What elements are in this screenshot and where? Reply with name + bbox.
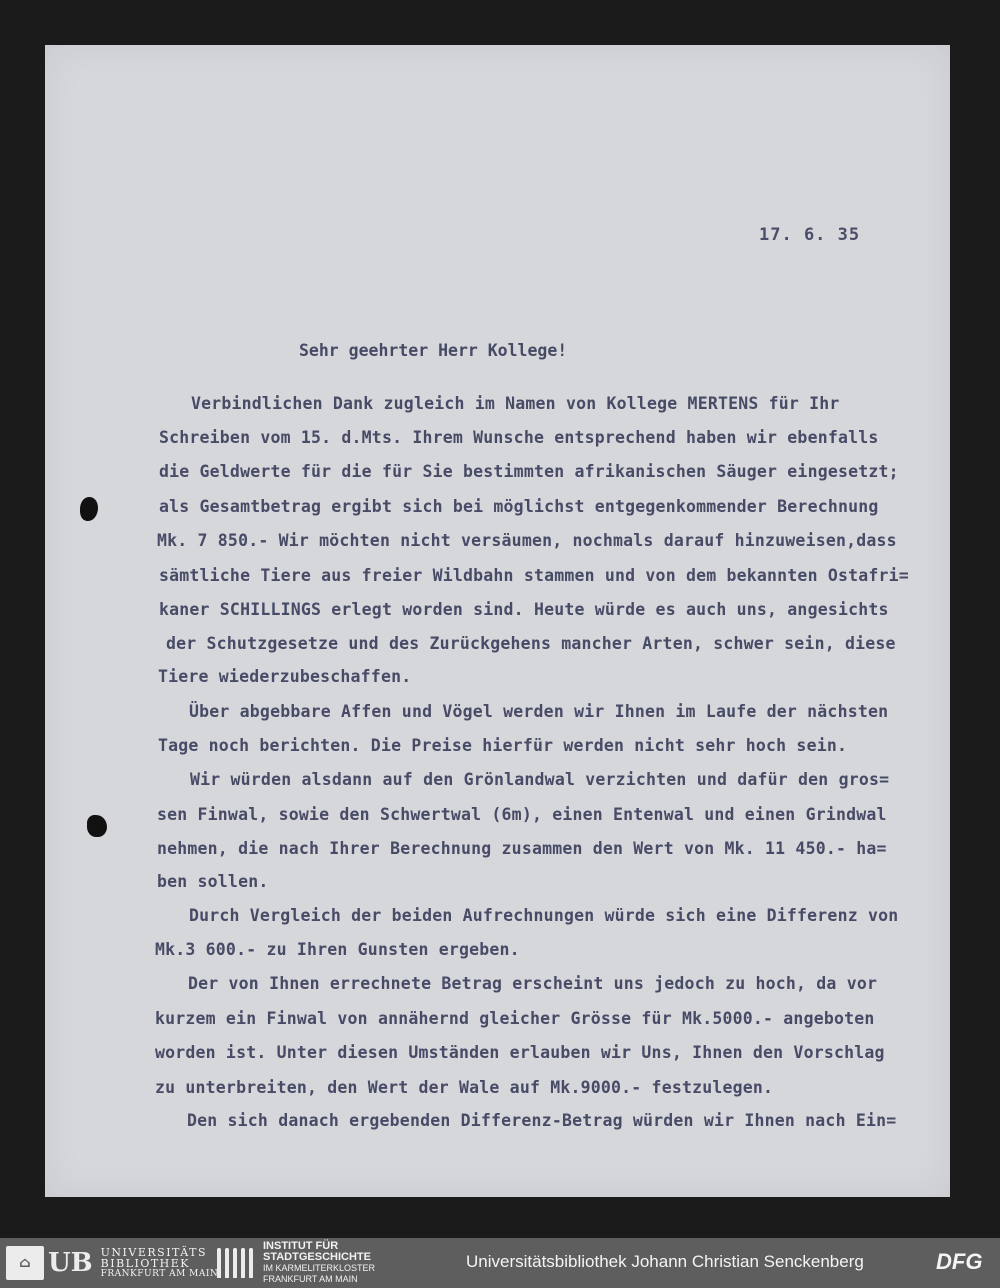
text-line: Tage noch berichten. Die Preise hierfür werden nicht sehr hoch sein. (158, 736, 848, 755)
text-line: sämtliche Tiere aus freier Wildbahn stammen und von dem bekannten Ostafri= (159, 566, 909, 585)
footer-bar (0, 1238, 1000, 1288)
text-line: Verbindlichen Dank zugleich im Namen von Kollege MERTENS für Ihr (191, 394, 840, 413)
text-line: ben sollen. (157, 872, 269, 891)
text-line: Der von Ihnen errechnete Betrag erscheint uns jedoch zu hoch, da vor (188, 974, 878, 993)
text-line: Wir würden alsdann auf den Grönlandwal verzichten und dafür den gros= (190, 770, 890, 789)
text-line: Mk.3 600.- zu Ihren Gunsten ergeben. (155, 940, 520, 959)
ub-line: FRANKFURT AM MAIN (100, 1268, 219, 1279)
letter-date: 17. 6. 35 (759, 225, 861, 245)
dfg-logo[interactable]: DFG (936, 1249, 983, 1274)
text-line: als Gesamtbetrag ergibt sich bei möglichst entgegenkommender Berechnung (159, 497, 879, 516)
text-line: Tiere wiederzubeschaffen. (158, 667, 412, 686)
arches-icon (215, 1246, 255, 1280)
letter-page (45, 45, 950, 1197)
isg-line: STADTGESCHICHTE (263, 1251, 371, 1263)
text-line: Über abgebbare Affen und Vögel werden wir Ihnen im Laufe der nächsten (189, 702, 889, 721)
library-icon: ⌂ (6, 1246, 44, 1280)
letter-body (45, 45, 950, 1197)
ub-logo-text (101, 1247, 219, 1280)
text-line: die Geldwerte für die für Sie bestimmten afrikanischen Säuger eingesetzt; (159, 462, 899, 481)
isg-logo[interactable] (215, 1240, 376, 1284)
isg-line: FRANKFURT AM MAIN (263, 1274, 358, 1284)
text-line: Schreiben vom 15. d.Mts. Ihrem Wunsche entsprechend haben wir ebenfalls (159, 428, 879, 447)
ub-line: UNIVERSITÄTS (100, 1245, 207, 1259)
text-line: zu unterbreiten, den Wert der Wale auf Mk.9000.- festzulegen. (155, 1078, 774, 1097)
isg-line: IM KARMELITERKLOSTER (263, 1263, 376, 1273)
footer-title[interactable]: Universitätsbibliothek Johann Christian Senckenberg (466, 1252, 864, 1271)
text-line: Durch Vergleich der beiden Aufrechnungen würde sich eine Differenz von (189, 906, 899, 925)
salutation: Sehr geehrter Herr Kollege! (299, 341, 568, 360)
text-line: nehmen, die nach Ihrer Berechnung zusammen den Wert von Mk. 11 450.- ha= (157, 839, 887, 858)
isg-line: INSTITUT FÜR (263, 1240, 339, 1252)
text-line: Den sich danach ergebenden Differenz-Betrag würden wir Ihnen nach Ein= (187, 1111, 897, 1130)
text-line: kaner SCHILLINGS erlegt worden sind. Heute würde es auch uns, angesichts (159, 600, 889, 619)
ub-logo[interactable] (6, 1246, 218, 1280)
text-line: kurzem ein Finwal von annähernd gleicher Grösse für Mk.5000.- angeboten (155, 1009, 875, 1028)
ub-letters: UB (48, 1248, 93, 1278)
isg-logo-text (263, 1241, 375, 1285)
text-line: sen Finwal, sowie den Schwertwal (6m), einen Entenwal und einen Grindwal (157, 805, 887, 824)
text-line: worden ist. Unter diesen Umständen erlauben wir Uns, Ihnen den Vorschlag (155, 1043, 885, 1062)
text-line: Mk. 7 850.- Wir möchten nicht versäumen, nochmals darauf hinzuweisen,dass (157, 531, 897, 550)
text-line: der Schutzgesetze und des Zurückgehens mancher Arten, schwer sein, diese (166, 634, 896, 653)
ub-line: BIBLIOTHEK (100, 1256, 191, 1270)
